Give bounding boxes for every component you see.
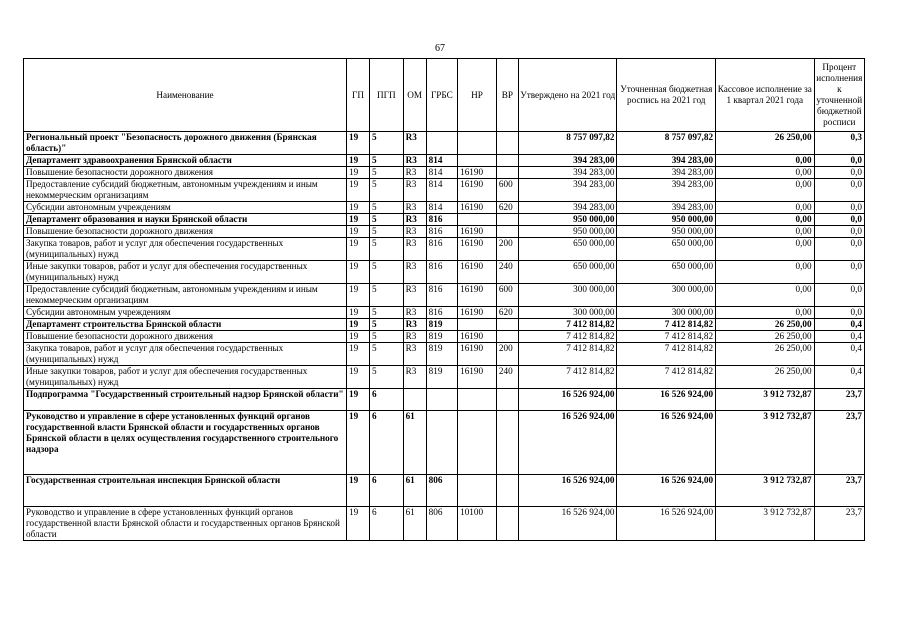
cell-refined: 16 526 924,00: [617, 507, 716, 541]
cell-gp: 19: [346, 284, 369, 307]
cell-approved: 950 000,00: [518, 226, 617, 238]
cell-om: 61: [403, 475, 426, 507]
cell-pgp: 5: [370, 319, 404, 331]
header-row: [24, 59, 865, 132]
table-row: [24, 411, 865, 475]
cell-pgp: 6: [370, 389, 404, 411]
cell-om: R3: [403, 319, 426, 331]
cell-grbs: 816: [426, 226, 457, 238]
cell-grbs: 816: [426, 284, 457, 307]
cell-grbs: 816: [426, 238, 457, 261]
cell-refined: 16 526 924,00: [617, 389, 716, 411]
cell-refined: 8 757 097,82: [617, 132, 716, 155]
cell-pgp: 5: [370, 179, 404, 202]
cell-om: 61: [403, 411, 426, 475]
cell-percent: 0,4: [814, 319, 864, 331]
cell-om: R3: [403, 214, 426, 226]
cell-refined: 7 412 814,82: [617, 319, 716, 331]
header-name: Наименование: [24, 59, 347, 132]
cell-gp: 19: [346, 132, 369, 155]
cell-cash: 26 250,00: [716, 319, 815, 331]
cell-grbs: 819: [426, 331, 457, 343]
cell-approved: 16 526 924,00: [518, 475, 617, 507]
header-vr: ВР: [496, 59, 518, 132]
cell-approved: 394 283,00: [518, 179, 617, 202]
cell-grbs: 819: [426, 343, 457, 366]
header-om: ОМ: [403, 59, 426, 132]
cell-gp: 19: [346, 226, 369, 238]
cell-om: R3: [403, 167, 426, 179]
cell-refined: 650 000,00: [617, 238, 716, 261]
cell-vr: [496, 475, 518, 507]
cell-cash: 0,00: [716, 155, 815, 167]
cell-refined: 7 412 814,82: [617, 343, 716, 366]
cell-name: Руководство и управление в сфере установленных функций органов государственной власти Брянской области и государственных органов Брянской области в целях осуществления государственного строительного надзора: [24, 411, 347, 475]
table-row: [24, 214, 865, 226]
cell-np: 10100: [458, 507, 497, 541]
cell-np: [458, 214, 497, 226]
table-row: [24, 389, 865, 411]
cell-name: Департамент образования и науки Брянской области: [24, 214, 347, 226]
cell-percent: 0,0: [814, 261, 864, 284]
cell-refined: 7 412 814,82: [617, 366, 716, 389]
table-row: [24, 238, 865, 261]
cell-approved: 8 757 097,82: [518, 132, 617, 155]
cell-vr: 240: [496, 366, 518, 389]
cell-cash: 0,00: [716, 226, 815, 238]
table-row: [24, 179, 865, 202]
cell-name: Закупка товаров, работ и услуг для обеспечения государственных (муниципальных) нужд: [24, 238, 347, 261]
cell-approved: 16 526 924,00: [518, 389, 617, 411]
cell-percent: 23,7: [814, 507, 864, 541]
cell-percent: 0,0: [814, 307, 864, 319]
cell-pgp: 5: [370, 343, 404, 366]
cell-vr: 600: [496, 284, 518, 307]
cell-percent: 23,7: [814, 411, 864, 475]
cell-pgp: 5: [370, 226, 404, 238]
cell-om: R3: [403, 179, 426, 202]
cell-cash: 0,00: [716, 179, 815, 202]
cell-vr: [496, 389, 518, 411]
cell-pgp: 5: [370, 331, 404, 343]
header-gp: ГП: [346, 59, 369, 132]
table-row: [24, 475, 865, 507]
cell-approved: 394 283,00: [518, 167, 617, 179]
cell-vr: 200: [496, 343, 518, 366]
cell-np: [458, 411, 497, 475]
cell-vr: [496, 226, 518, 238]
cell-approved: 300 000,00: [518, 284, 617, 307]
cell-pgp: 5: [370, 284, 404, 307]
cell-name: Повышение безопасности дорожного движения: [24, 226, 347, 238]
cell-np: 16190: [458, 366, 497, 389]
cell-np: 16190: [458, 238, 497, 261]
cell-approved: 650 000,00: [518, 261, 617, 284]
cell-grbs: 816: [426, 261, 457, 284]
cell-pgp: 6: [370, 475, 404, 507]
cell-grbs: 814: [426, 179, 457, 202]
cell-approved: 394 283,00: [518, 202, 617, 214]
cell-refined: 394 283,00: [617, 155, 716, 167]
cell-pgp: 5: [370, 307, 404, 319]
cell-percent: 23,7: [814, 475, 864, 507]
cell-om: R3: [403, 226, 426, 238]
header-cash: Кассовое исполнение за 1 квартал 2021 года: [716, 59, 815, 132]
table-row: [24, 261, 865, 284]
cell-pgp: 5: [370, 238, 404, 261]
cell-approved: 394 283,00: [518, 155, 617, 167]
cell-name: Руководство и управление в сфере установленных функций органов государственной власти Брянской области и государственных органов Брянской области: [24, 507, 347, 541]
cell-refined: 16 526 924,00: [617, 475, 716, 507]
cell-percent: 0,0: [814, 238, 864, 261]
cell-pgp: 5: [370, 167, 404, 179]
header-refined: Уточненная бюджетная роспись на 2021 год: [617, 59, 716, 132]
cell-grbs: 814: [426, 167, 457, 179]
cell-vr: [496, 132, 518, 155]
cell-percent: 0,0: [814, 226, 864, 238]
cell-name: Повышение безопасности дорожного движения: [24, 167, 347, 179]
header-np: НР: [458, 59, 497, 132]
cell-grbs: [426, 411, 457, 475]
cell-vr: [496, 319, 518, 331]
cell-gp: 19: [346, 261, 369, 284]
table-row: [24, 366, 865, 389]
cell-cash: 0,00: [716, 284, 815, 307]
cell-om: R3: [403, 284, 426, 307]
cell-om: R3: [403, 202, 426, 214]
cell-approved: 7 412 814,82: [518, 331, 617, 343]
cell-refined: 950 000,00: [617, 226, 716, 238]
cell-gp: 19: [346, 389, 369, 411]
cell-gp: 19: [346, 319, 369, 331]
cell-approved: 7 412 814,82: [518, 366, 617, 389]
cell-percent: 0,0: [814, 179, 864, 202]
cell-np: 16190: [458, 179, 497, 202]
cell-gp: 19: [346, 343, 369, 366]
cell-approved: 16 526 924,00: [518, 411, 617, 475]
cell-om: R3: [403, 261, 426, 284]
header-pgp: ПГП: [370, 59, 404, 132]
page-number: 67: [435, 43, 445, 54]
cell-percent: 0,4: [814, 366, 864, 389]
cell-refined: 650 000,00: [617, 261, 716, 284]
cell-grbs: 819: [426, 319, 457, 331]
cell-name: Иные закупки товаров, работ и услуг для обеспечения государственных (муниципальных) нужд: [24, 261, 347, 284]
cell-name: Субсидии автономным учреждениям: [24, 307, 347, 319]
cell-refined: 394 283,00: [617, 167, 716, 179]
cell-om: [403, 389, 426, 411]
cell-np: [458, 319, 497, 331]
cell-gp: 19: [346, 202, 369, 214]
cell-name: Иные закупки товаров, работ и услуг для обеспечения государственных (муниципальных) нужд: [24, 366, 347, 389]
cell-vr: 200: [496, 238, 518, 261]
cell-approved: 16 526 924,00: [518, 507, 617, 541]
cell-cash: 0,00: [716, 167, 815, 179]
cell-om: R3: [403, 366, 426, 389]
cell-cash: 3 912 732,87: [716, 507, 815, 541]
cell-vr: 620: [496, 202, 518, 214]
cell-gp: 19: [346, 179, 369, 202]
cell-vr: [496, 167, 518, 179]
cell-percent: 0,0: [814, 214, 864, 226]
header-approved: Утверждено на 2021 год: [518, 59, 617, 132]
cell-pgp: 6: [370, 411, 404, 475]
cell-name: Департамент строительства Брянской области: [24, 319, 347, 331]
cell-np: 16190: [458, 202, 497, 214]
cell-gp: 19: [346, 411, 369, 475]
cell-pgp: 5: [370, 132, 404, 155]
header-percent: Процент исполнения к уточненной бюджетной росписи: [814, 59, 864, 132]
cell-grbs: [426, 389, 457, 411]
cell-name: Подпрограмма "Государственный строительный надзор Брянской области": [24, 389, 347, 411]
cell-percent: 0,0: [814, 202, 864, 214]
cell-np: [458, 475, 497, 507]
cell-refined: 300 000,00: [617, 307, 716, 319]
cell-approved: 650 000,00: [518, 238, 617, 261]
cell-cash: 3 912 732,87: [716, 389, 815, 411]
cell-np: 16190: [458, 226, 497, 238]
cell-grbs: 814: [426, 202, 457, 214]
table-row: [24, 343, 865, 366]
cell-np: [458, 389, 497, 411]
cell-percent: 0,0: [814, 284, 864, 307]
cell-vr: [496, 155, 518, 167]
cell-refined: 950 000,00: [617, 214, 716, 226]
cell-grbs: 816: [426, 307, 457, 319]
table-row: [24, 319, 865, 331]
cell-cash: 0,00: [716, 202, 815, 214]
cell-gp: 19: [346, 238, 369, 261]
cell-np: 16190: [458, 343, 497, 366]
cell-percent: 0,4: [814, 343, 864, 366]
table-row: [24, 226, 865, 238]
cell-pgp: 5: [370, 214, 404, 226]
cell-grbs: 819: [426, 366, 457, 389]
table-row: [24, 132, 865, 155]
cell-name: Региональный проект "Безопасность дорожного движения (Брянская область)": [24, 132, 347, 155]
cell-gp: 19: [346, 214, 369, 226]
cell-gp: 19: [346, 366, 369, 389]
cell-pgp: 6: [370, 507, 404, 541]
cell-name: Государственная строительная инспекция Брянской области: [24, 475, 347, 507]
table-row: [24, 155, 865, 167]
table-row: [24, 202, 865, 214]
cell-cash: 26 250,00: [716, 132, 815, 155]
cell-pgp: 5: [370, 261, 404, 284]
cell-pgp: 5: [370, 155, 404, 167]
table-row: [24, 167, 865, 179]
cell-approved: 7 412 814,82: [518, 343, 617, 366]
cell-percent: 0,0: [814, 167, 864, 179]
cell-vr: 600: [496, 179, 518, 202]
cell-cash: 26 250,00: [716, 366, 815, 389]
table-row: [24, 284, 865, 307]
cell-np: [458, 132, 497, 155]
header-grbs: ГРБС: [426, 59, 457, 132]
cell-om: R3: [403, 238, 426, 261]
cell-name: Предоставление субсидий бюджетным, автономным учреждениям и иным некоммерческим организациям: [24, 284, 347, 307]
cell-gp: 19: [346, 307, 369, 319]
cell-refined: 394 283,00: [617, 179, 716, 202]
cell-approved: 300 000,00: [518, 307, 617, 319]
cell-name: Предоставление субсидий бюджетным, автономным учреждениям и иным некоммерческим организациям: [24, 179, 347, 202]
cell-om: R3: [403, 132, 426, 155]
cell-cash: 26 250,00: [716, 343, 815, 366]
cell-grbs: 814: [426, 155, 457, 167]
cell-cash: 0,00: [716, 238, 815, 261]
cell-gp: 19: [346, 331, 369, 343]
cell-gp: 19: [346, 167, 369, 179]
cell-vr: [496, 507, 518, 541]
cell-refined: 16 526 924,00: [617, 411, 716, 475]
cell-cash: 0,00: [716, 307, 815, 319]
cell-percent: 0,3: [814, 132, 864, 155]
cell-om: 61: [403, 507, 426, 541]
budget-table: [23, 58, 865, 541]
cell-vr: 620: [496, 307, 518, 319]
cell-cash: 0,00: [716, 214, 815, 226]
cell-np: 16190: [458, 167, 497, 179]
cell-approved: 950 000,00: [518, 214, 617, 226]
cell-refined: 394 283,00: [617, 202, 716, 214]
cell-np: 16190: [458, 261, 497, 284]
cell-vr: [496, 331, 518, 343]
cell-grbs: 816: [426, 214, 457, 226]
table-row: [24, 331, 865, 343]
cell-grbs: [426, 132, 457, 155]
cell-np: 16190: [458, 331, 497, 343]
cell-pgp: 5: [370, 366, 404, 389]
cell-om: R3: [403, 155, 426, 167]
cell-percent: 23,7: [814, 389, 864, 411]
cell-cash: 3 912 732,87: [716, 411, 815, 475]
cell-np: 16190: [458, 284, 497, 307]
cell-approved: 7 412 814,82: [518, 319, 617, 331]
cell-pgp: 5: [370, 202, 404, 214]
cell-vr: 240: [496, 261, 518, 284]
cell-gp: 19: [346, 155, 369, 167]
cell-name: Закупка товаров, работ и услуг для обеспечения государственных (муниципальных) нужд: [24, 343, 347, 366]
table-row: [24, 507, 865, 541]
cell-name: Повышение безопасности дорожного движения: [24, 331, 347, 343]
cell-refined: 7 412 814,82: [617, 331, 716, 343]
cell-name: Субсидии автономным учреждениям: [24, 202, 347, 214]
cell-np: 16190: [458, 307, 497, 319]
cell-cash: 3 912 732,87: [716, 475, 815, 507]
cell-percent: 0,4: [814, 331, 864, 343]
cell-refined: 300 000,00: [617, 284, 716, 307]
cell-vr: [496, 411, 518, 475]
cell-cash: 0,00: [716, 261, 815, 284]
cell-cash: 26 250,00: [716, 331, 815, 343]
cell-gp: 19: [346, 507, 369, 541]
cell-grbs: 806: [426, 475, 457, 507]
cell-np: [458, 155, 497, 167]
cell-grbs: 806: [426, 507, 457, 541]
cell-vr: [496, 214, 518, 226]
cell-name: Департамент здравоохранения Брянской области: [24, 155, 347, 167]
cell-gp: 19: [346, 475, 369, 507]
cell-om: R3: [403, 331, 426, 343]
cell-om: R3: [403, 307, 426, 319]
cell-om: R3: [403, 343, 426, 366]
cell-percent: 0,0: [814, 155, 864, 167]
table-row: [24, 307, 865, 319]
